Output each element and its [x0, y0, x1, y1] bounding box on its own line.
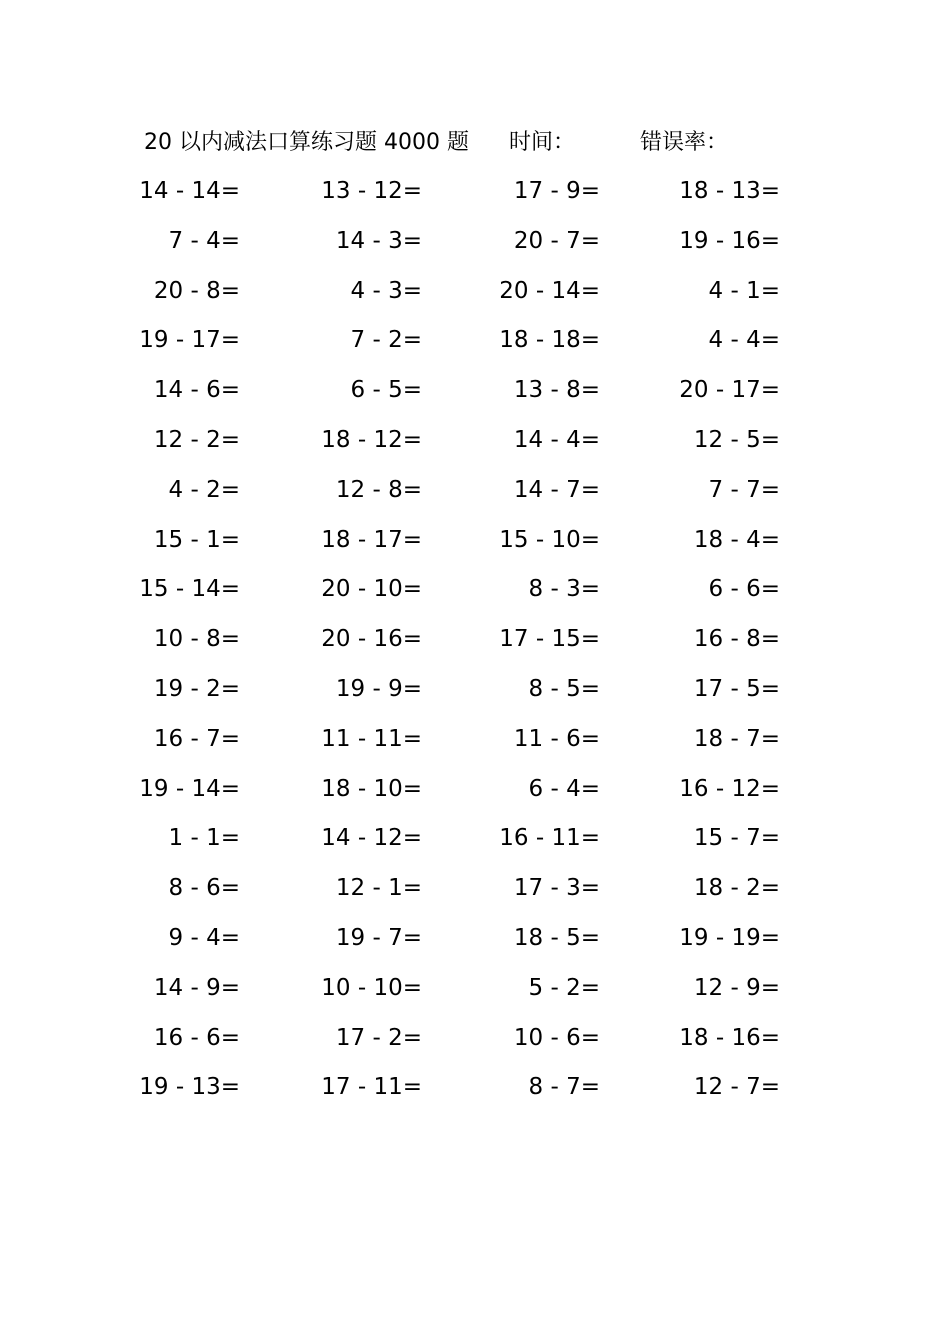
problem-item: 12 - 7= [693, 1074, 780, 1101]
problem-item: 8 - 7= [528, 1074, 600, 1101]
problem-item: 18 - 16= [679, 1024, 780, 1051]
problem-item: 8 - 6= [168, 875, 240, 902]
error-rate-label: 错误率： [640, 130, 729, 155]
problem-item: 5 - 2= [528, 974, 600, 1001]
problem-item: 16 - 12= [679, 775, 780, 802]
problem-item: 16 - 6= [153, 1024, 240, 1051]
problem-row [0, 473, 950, 523]
problem-item: 19 - 14= [139, 775, 240, 802]
problem-item: 16 - 11= [499, 825, 600, 852]
problem-row [0, 1021, 950, 1071]
problem-item: 18 - 18= [499, 327, 600, 354]
problem-item: 16 - 7= [153, 725, 240, 752]
problem-item: 4 - 4= [708, 327, 780, 354]
problem-item: 19 - 9= [335, 675, 422, 702]
problem-item: 12 - 5= [693, 426, 780, 453]
problem-row [0, 722, 950, 772]
problem-item: 17 - 11= [321, 1074, 422, 1101]
problem-item: 6 - 6= [708, 576, 780, 603]
problem-item: 7 - 2= [350, 327, 422, 354]
problem-item: 8 - 5= [528, 675, 600, 702]
problem-item: 13 - 8= [513, 377, 600, 404]
worksheet-header [0, 126, 950, 160]
problem-item: 19 - 17= [139, 327, 240, 354]
problem-item: 20 - 16= [321, 626, 422, 653]
problem-row [0, 672, 950, 722]
problem-item: 19 - 16= [679, 227, 780, 254]
problem-row [0, 772, 950, 822]
problem-item: 14 - 7= [513, 476, 600, 503]
problem-item: 18 - 7= [693, 725, 780, 752]
problem-item: 14 - 12= [321, 825, 422, 852]
problem-item: 19 - 7= [335, 924, 422, 951]
time-label: 时间： [509, 130, 576, 155]
problem-item: 7 - 7= [708, 476, 780, 503]
problem-item: 14 - 6= [153, 377, 240, 404]
problem-item: 7 - 4= [168, 227, 240, 254]
worksheet-title: 20 以内减法口算练习题 4000 题 [144, 130, 469, 155]
problem-row [0, 373, 950, 423]
problem-item: 19 - 2= [153, 675, 240, 702]
problem-row [0, 921, 950, 971]
problem-item: 12 - 2= [153, 426, 240, 453]
problem-row [0, 174, 950, 224]
problem-row [0, 871, 950, 921]
problem-item: 18 - 17= [321, 526, 422, 553]
problem-item: 18 - 5= [513, 924, 600, 951]
problem-item: 6 - 4= [528, 775, 600, 802]
problem-item: 15 - 14= [139, 576, 240, 603]
problem-item: 19 - 19= [679, 924, 780, 951]
problem-item: 13 - 12= [321, 178, 422, 204]
problem-item: 20 - 17= [679, 377, 780, 404]
problem-item: 17 - 15= [499, 626, 600, 653]
problem-item: 15 - 10= [499, 526, 600, 553]
problem-item: 11 - 6= [513, 725, 600, 752]
problem-item: 14 - 9= [153, 974, 240, 1001]
problem-row [0, 224, 950, 274]
problem-item: 10 - 6= [513, 1024, 600, 1051]
problem-item: 10 - 10= [321, 974, 422, 1001]
problem-item: 18 - 10= [321, 775, 422, 802]
problem-item: 20 - 7= [513, 227, 600, 254]
problem-item: 12 - 8= [335, 476, 422, 503]
problem-row [0, 971, 950, 1021]
problem-row [0, 821, 950, 871]
problem-item: 17 - 9= [513, 178, 600, 204]
problem-item: 4 - 3= [350, 277, 422, 304]
problem-row [0, 572, 950, 622]
problem-item: 9 - 4= [168, 924, 240, 951]
problem-row [0, 423, 950, 473]
problem-item: 4 - 1= [708, 277, 780, 304]
problem-item: 11 - 11= [321, 725, 422, 752]
problem-grid [0, 174, 950, 1120]
problem-item: 14 - 4= [513, 426, 600, 453]
problem-item: 14 - 3= [335, 227, 422, 254]
problem-item: 18 - 2= [693, 875, 780, 902]
problem-item: 18 - 13= [679, 178, 780, 204]
problem-item: 15 - 7= [693, 825, 780, 852]
problem-row [0, 1070, 950, 1120]
problem-item: 19 - 13= [139, 1074, 240, 1101]
problem-row [0, 323, 950, 373]
problem-row [0, 274, 950, 324]
problem-item: 18 - 4= [693, 526, 780, 553]
problem-item: 12 - 9= [693, 974, 780, 1001]
problem-item: 17 - 5= [693, 675, 780, 702]
problem-item: 20 - 14= [499, 277, 600, 304]
problem-item: 16 - 8= [693, 626, 780, 653]
problem-row [0, 622, 950, 672]
problem-item: 1 - 1= [168, 825, 240, 852]
problem-row [0, 523, 950, 573]
problem-item: 17 - 2= [335, 1024, 422, 1051]
problem-item: 18 - 12= [321, 426, 422, 453]
problem-item: 10 - 8= [153, 626, 240, 653]
problem-item: 20 - 10= [321, 576, 422, 603]
problem-item: 12 - 1= [335, 875, 422, 902]
problem-item: 15 - 1= [153, 526, 240, 553]
problem-item: 6 - 5= [350, 377, 422, 404]
problem-item: 8 - 3= [528, 576, 600, 603]
problem-item: 20 - 8= [153, 277, 240, 304]
problem-item: 4 - 2= [168, 476, 240, 503]
problem-item: 17 - 3= [513, 875, 600, 902]
problem-item: 14 - 14= [139, 178, 240, 204]
